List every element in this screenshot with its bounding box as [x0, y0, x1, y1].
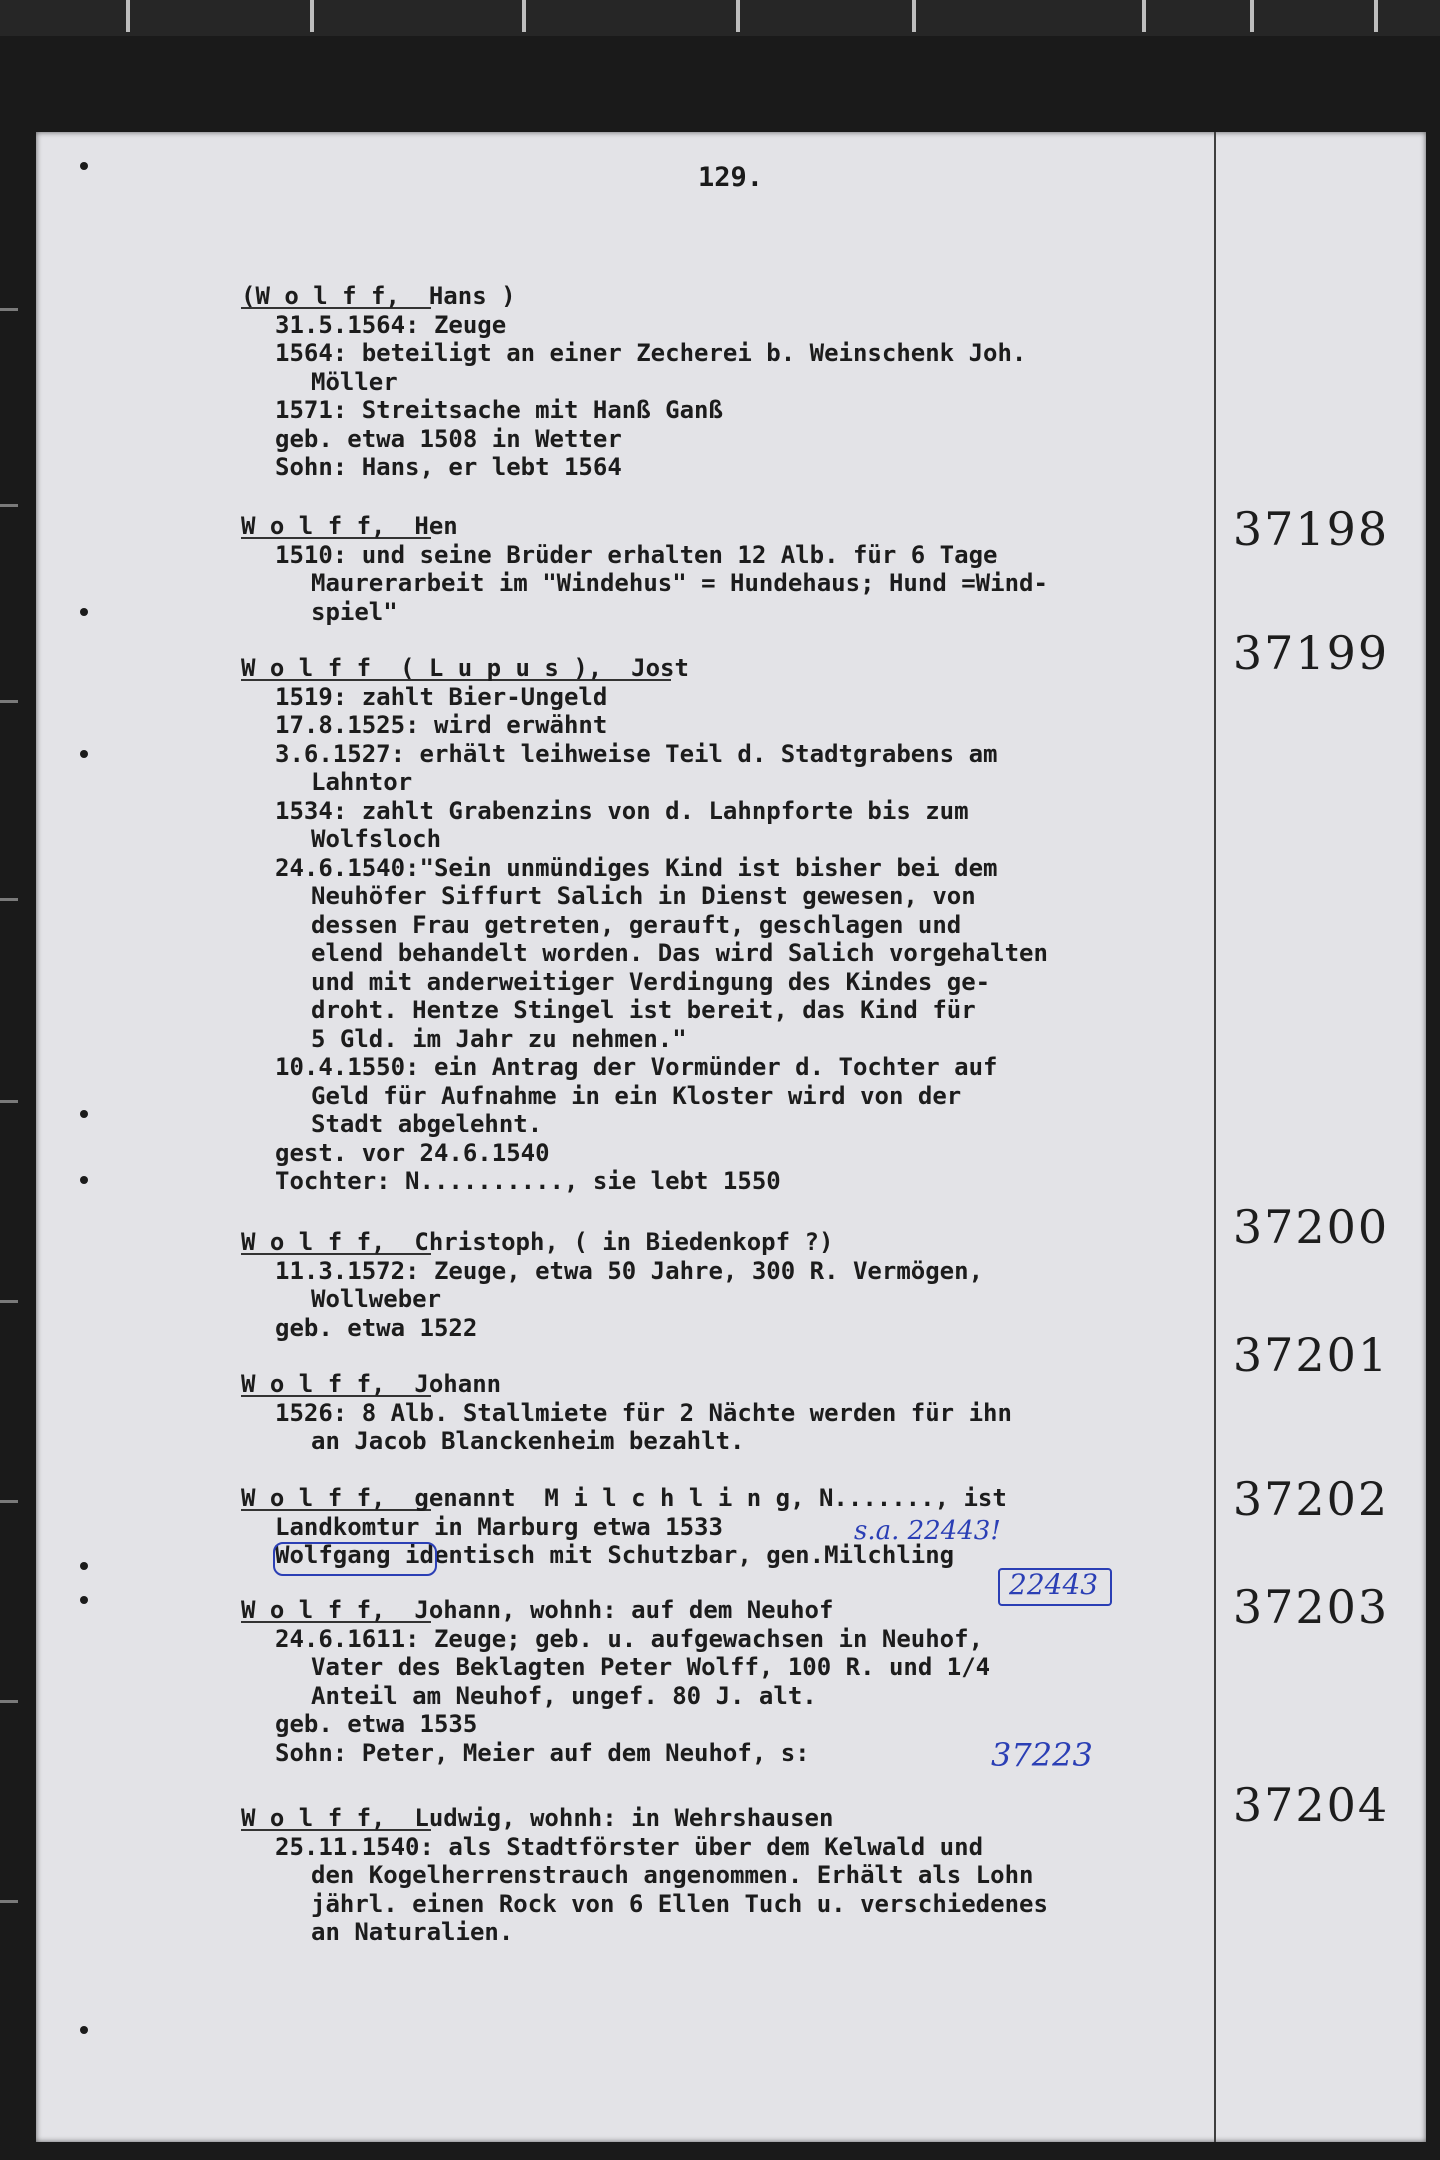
entry-line: spiel": [311, 597, 398, 626]
entry-line: den Kogelherrenstrauch angenommen. Erhält als Lohn: [311, 1861, 1034, 1889]
handwritten-note: s.a. 22443!: [854, 1516, 1001, 1546]
entry-line: Wolfsloch: [311, 825, 442, 853]
entry-line: Sohn: Hans, er lebt 1564: [275, 453, 622, 481]
entry-line: 10.4.1550: ein Antrag der Vormünder d. Tochter auf: [275, 1053, 998, 1081]
punch-hole: [80, 162, 88, 170]
entry-line: Wolfgang identisch mit Schutzbar, gen.Milchling: [275, 1541, 955, 1569]
entry-line: droht. Hentze Stingel ist bereit, das Kind für: [311, 996, 976, 1024]
punch-hole: [80, 750, 88, 758]
film-strip: [0, 0, 1440, 36]
entry-line: geb. etwa 1535: [275, 1710, 478, 1738]
punch-hole: [80, 1562, 88, 1570]
punch-hole: [80, 1176, 88, 1184]
entry-line: gest. vor 24.6.1540: [275, 1138, 550, 1167]
entry-line: geb. etwa 1522: [275, 1313, 478, 1342]
punch-hole: [80, 608, 88, 616]
document-page: [36, 132, 1426, 2142]
entry-line: Geld für Aufnahme in ein Kloster wird von der: [311, 1081, 962, 1110]
entry-line: an Jacob Blanckenheim bezahlt.: [311, 1427, 745, 1455]
page-number: 129.: [698, 162, 764, 193]
punch-hole: [80, 2026, 88, 2034]
punch-hole: [80, 1596, 88, 1604]
entry: [241, 1804, 1241, 1947]
entry-line: elend behandelt worden. Das wird Salich vorgehalten: [311, 939, 1048, 967]
entry-line: geb. etwa 1508 in Wetter: [275, 424, 622, 453]
entry-line: Vater des Beklagten Peter Wolff, 100 R. und 1/4: [311, 1653, 991, 1681]
entry-line: 5 Gld. im Jahr zu nehmen.": [311, 1024, 687, 1053]
entry-line: 1519: zahlt Bier-Ungeld: [275, 682, 608, 711]
entry-line: Sohn: Peter, Meier auf dem Neuhof, s:: [275, 1738, 810, 1767]
entry-line: 25.11.1540: als Stadtförster über dem Kelwald und: [275, 1832, 984, 1861]
entry-heading: W o l f f, genannt M i l c h l i n g, N......., ist: [241, 1484, 1007, 1512]
entry: [241, 1370, 1241, 1456]
entry: [241, 282, 1241, 482]
entry-line: 1571: Streitsache mit Hanß Ganß: [275, 396, 723, 424]
entry-line: 11.3.1572: Zeuge, etwa 50 Jahre, 300 R. Vermögen,: [275, 1256, 984, 1285]
entry-heading: W o l f f, Ludwig, wohnh: in Wehrshausen: [241, 1804, 834, 1832]
reference-number: 37204: [1232, 1778, 1390, 1832]
entry-line: Anteil am Neuhof, ungef. 80 J. alt.: [311, 1681, 817, 1710]
entry: [241, 1228, 1241, 1342]
entry-line: Landkomtur in Marburg etwa 1533: [275, 1512, 723, 1541]
entry-heading: W o l f f, Johann, wohnh: auf dem Neuhof: [241, 1596, 834, 1624]
entry-line: dessen Frau getreten, gerauft, geschlagen und: [311, 910, 962, 939]
entry-line: Möller: [311, 367, 398, 396]
entry-line: Stadt abgelehnt.: [311, 1110, 543, 1138]
reference-number: 37203: [1232, 1580, 1390, 1634]
entry-line: 1510: und seine Brüder erhalten 12 Alb. für 6 Tage: [275, 540, 998, 569]
reference-number: 37199: [1232, 626, 1390, 680]
reference-number: 37200: [1232, 1200, 1390, 1254]
entry-line: und mit anderweitiger Verdingung des Kindes ge-: [311, 967, 991, 996]
entry-heading: W o l f f, Hen: [241, 512, 458, 540]
entry-line: Maurerarbeit im "Windehus" = Hundehaus; Hund =Wind-: [311, 569, 1048, 597]
reference-number: 37198: [1232, 502, 1390, 556]
entry-line: Wollweber: [311, 1285, 442, 1313]
entry-line: jährl. einen Rock von 6 Ellen Tuch u. verschiedenes: [311, 1889, 1048, 1918]
entry-line: 24.6.1611: Zeuge; geb. u. aufgewachsen in Neuhof,: [275, 1624, 984, 1653]
entry-line: Lahntor: [311, 768, 413, 796]
entry-line: 17.8.1525: wird erwähnt: [275, 711, 608, 739]
entry: [241, 654, 1241, 1196]
entry-line: an Naturalien.: [311, 1918, 514, 1946]
entry-heading: W o l f f, Christoph, ( in Biedenkopf ?): [241, 1228, 834, 1256]
entry-line: 1564: beteiligt an einer Zecherei b. Weinschenk Joh.: [275, 339, 1027, 367]
entry-line: 24.6.1540:"Sein unmündiges Kind ist bisher bei dem: [275, 853, 998, 882]
reference-number: 37202: [1232, 1472, 1390, 1526]
entry-heading: W o l f f ( L u p u s ), Jost: [241, 654, 689, 682]
entry-line: Neuhöfer Siffurt Salich in Dienst gewesen, von: [311, 882, 976, 910]
entry: [241, 512, 1241, 626]
entry-line: 1534: zahlt Grabenzins von d. Lahnpforte bis zum: [275, 796, 969, 825]
punch-hole: [80, 1110, 88, 1118]
entry-line: 1526: 8 Alb. Stallmiete für 2 Nächte werden für ihn: [275, 1398, 1012, 1427]
entry-heading: W o l f f, Johann: [241, 1370, 502, 1398]
handwritten-circle: [273, 1542, 437, 1576]
handwritten-boxed-ref: 22443: [1009, 1568, 1099, 1601]
reference-number: 37201: [1232, 1328, 1390, 1382]
entry-line: 31.5.1564: Zeuge: [275, 310, 507, 339]
handwritten-son-ref: 37223: [991, 1736, 1093, 1774]
entry-heading: (W o l f f, Hans ): [241, 282, 516, 310]
entry-line: 3.6.1527: erhält leihweise Teil d. Stadtgrabens am: [275, 739, 998, 768]
entry-line: Tochter: N.........., sie lebt 1550: [275, 1167, 781, 1195]
